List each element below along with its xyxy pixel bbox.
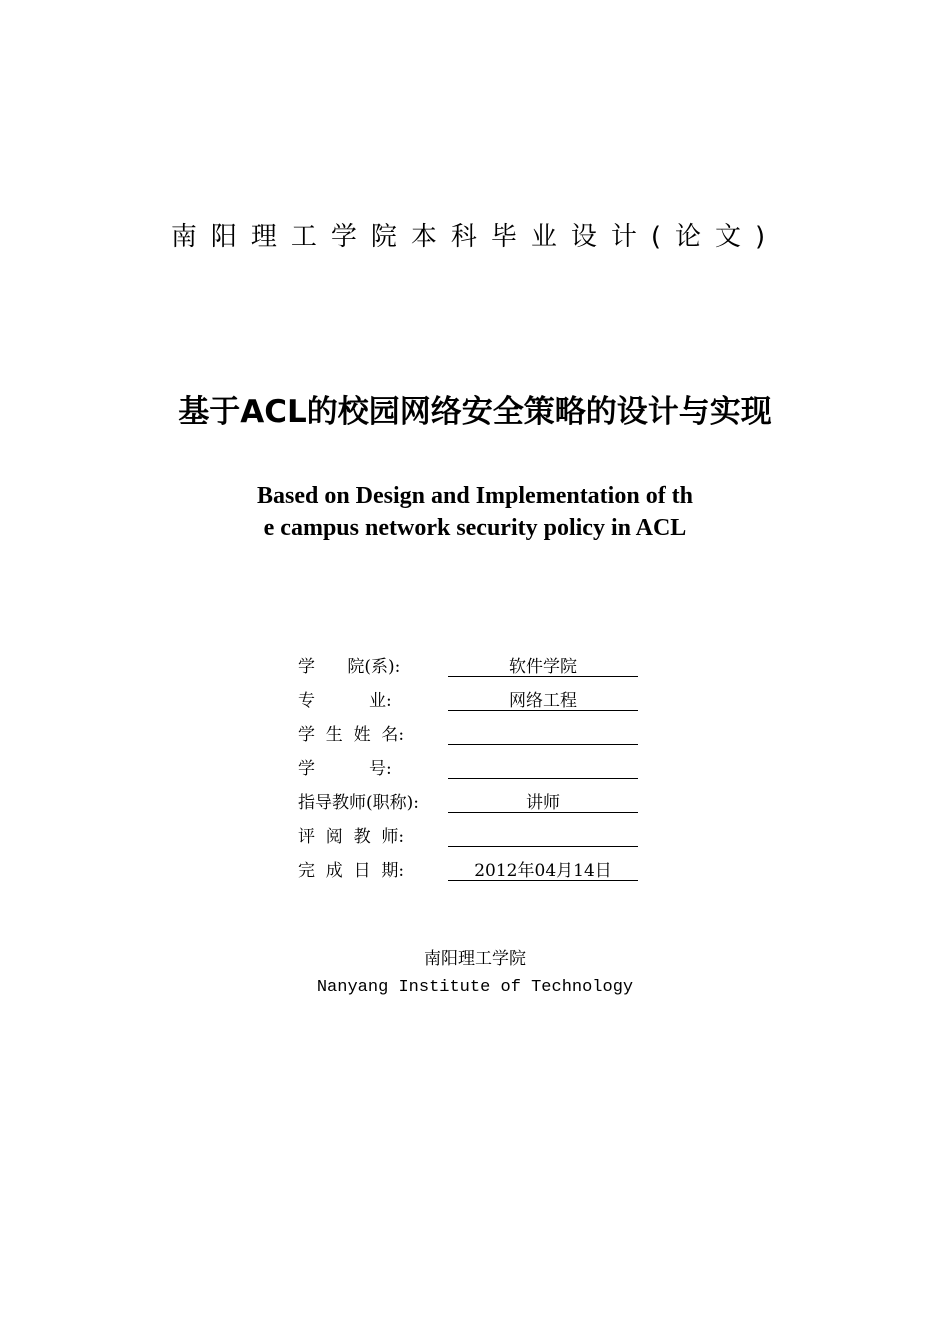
thesis-info-table: [298, 648, 658, 886]
thesis-title-chinese: 基于ACL的校园网络安全策略的设计与实现: [178, 394, 772, 430]
thesis-title-english-line-2: e campus network security policy in ACL: [263, 515, 687, 541]
student-name-value: [448, 720, 638, 745]
info-row-major: [298, 682, 658, 716]
advisor-label: 指导教师(职称):: [298, 793, 419, 813]
reviewer-value: [448, 822, 638, 847]
college-value: 软件学院: [448, 652, 638, 677]
info-row-student-name: [298, 716, 658, 750]
college-label: 学 院(系):: [298, 657, 401, 677]
info-row-completion-date: [298, 852, 658, 886]
student-id-value: [448, 754, 638, 779]
thesis-title-english-line-1: Based on Design and Implementation of th: [256, 483, 694, 509]
institution-name-chinese: 南阳理工学院: [424, 949, 526, 969]
student-name-label: 学 生 姓 名:: [298, 725, 405, 745]
info-row-advisor: [298, 784, 658, 818]
completion-date-label: 完 成 日 期:: [298, 861, 405, 881]
student-id-label: 学 号:: [298, 759, 392, 779]
major-value: 网络工程: [448, 686, 638, 711]
major-label: 专 业:: [298, 691, 392, 711]
info-row-student-id: [298, 750, 658, 784]
thesis-title-english: [0, 480, 950, 544]
reviewer-label: 评 阅 教 师:: [298, 827, 405, 847]
info-row-reviewer: [298, 818, 658, 852]
advisor-value: 讲师: [448, 788, 638, 813]
document-header: 南阳理工学院本科毕业设计(论文): [170, 222, 780, 252]
institution-name-english: Nanyang Institute of Technology: [316, 978, 634, 997]
completion-date-value: 2012年04月14日: [448, 856, 638, 881]
info-row-college: [298, 648, 658, 682]
